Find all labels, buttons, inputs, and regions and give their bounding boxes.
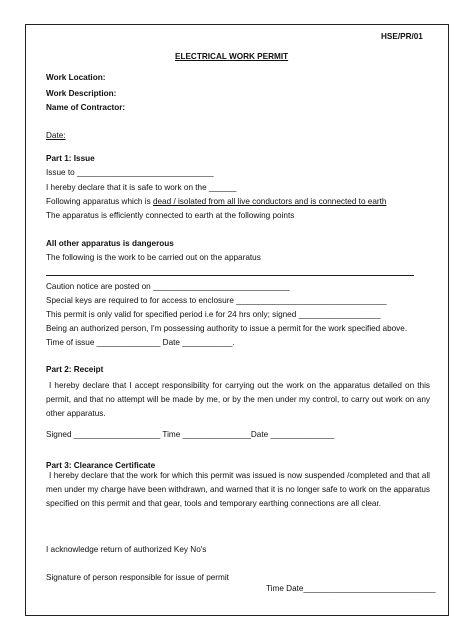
work-description-label: Work Description: — [46, 89, 117, 98]
time-of-issue-line: Time of issue ______________ Date ___________. — [46, 338, 235, 347]
contractor-label: Name of Contractor: — [46, 103, 126, 112]
part2-body: I hereby declare that I accept responsibility for carrying out the work on the apparatus detailed on this permit, and that no attempt will be made by me, or by the men under my control, to carry out work on any other apparatus. — [46, 381, 430, 418]
signature-line: Signature of person responsible for issue of permit — [46, 573, 229, 582]
work-to-do-line: The following is the work to be carried out on the apparatus — [46, 253, 261, 262]
issue-to-line: Issue to ______________________________ — [46, 168, 214, 177]
acknowledge-line: I acknowledge return of authorized Key No's — [46, 545, 207, 554]
work-location-label: Work Location: — [46, 73, 106, 82]
caution-line: Caution notice are posted on ______________________________ — [46, 282, 290, 291]
special-keys-line: Special keys are required to for access to enclosure _________________________________ — [46, 296, 387, 305]
connected-earth-line: The apparatus is efficiently connected to earth at the following points — [46, 211, 295, 220]
part3-body: I hereby declare that the work for which this permit was issued is now suspended /completed and that all men under my charge have been withdrawn, and warned that it is no longer safe to work on the apparatus specified on this permit and that gear, tools and temporary earthing connections are all clear. — [46, 471, 430, 508]
date-label: Date: — [46, 131, 66, 140]
part2-heading: Part 2: Receipt — [46, 365, 104, 374]
following-apparatus-line: Following apparatus which is dead / isolated from all live conductors and is connected to earth — [46, 197, 387, 206]
document-ref: HSE/PR/01 — [381, 32, 423, 41]
part2-signed-line: Signed ___________________ Time _______________Date ______________ — [46, 430, 335, 439]
document-title: ELECTRICAL WORK PERMIT — [175, 52, 289, 61]
part1-heading: Part 1: Issue — [46, 154, 95, 163]
time-date-line: Time Date_____________________________ — [266, 584, 436, 593]
authorized-line: Being an authorized person, I'm possessing authority to issue a permit for the work specified above. — [46, 324, 408, 333]
part3-heading: Part 3: Clearance Certificate — [46, 461, 156, 470]
other-apparatus-heading: All other apparatus is dangerous — [46, 239, 174, 248]
declare-safe-line: I hereby declare that it is safe to work on the ______ — [46, 183, 237, 192]
validity-line: This permit is only valid for specified period i.e for 24 hrs only; signed __________________ — [46, 310, 381, 319]
blank-line-rule — [46, 275, 414, 276]
